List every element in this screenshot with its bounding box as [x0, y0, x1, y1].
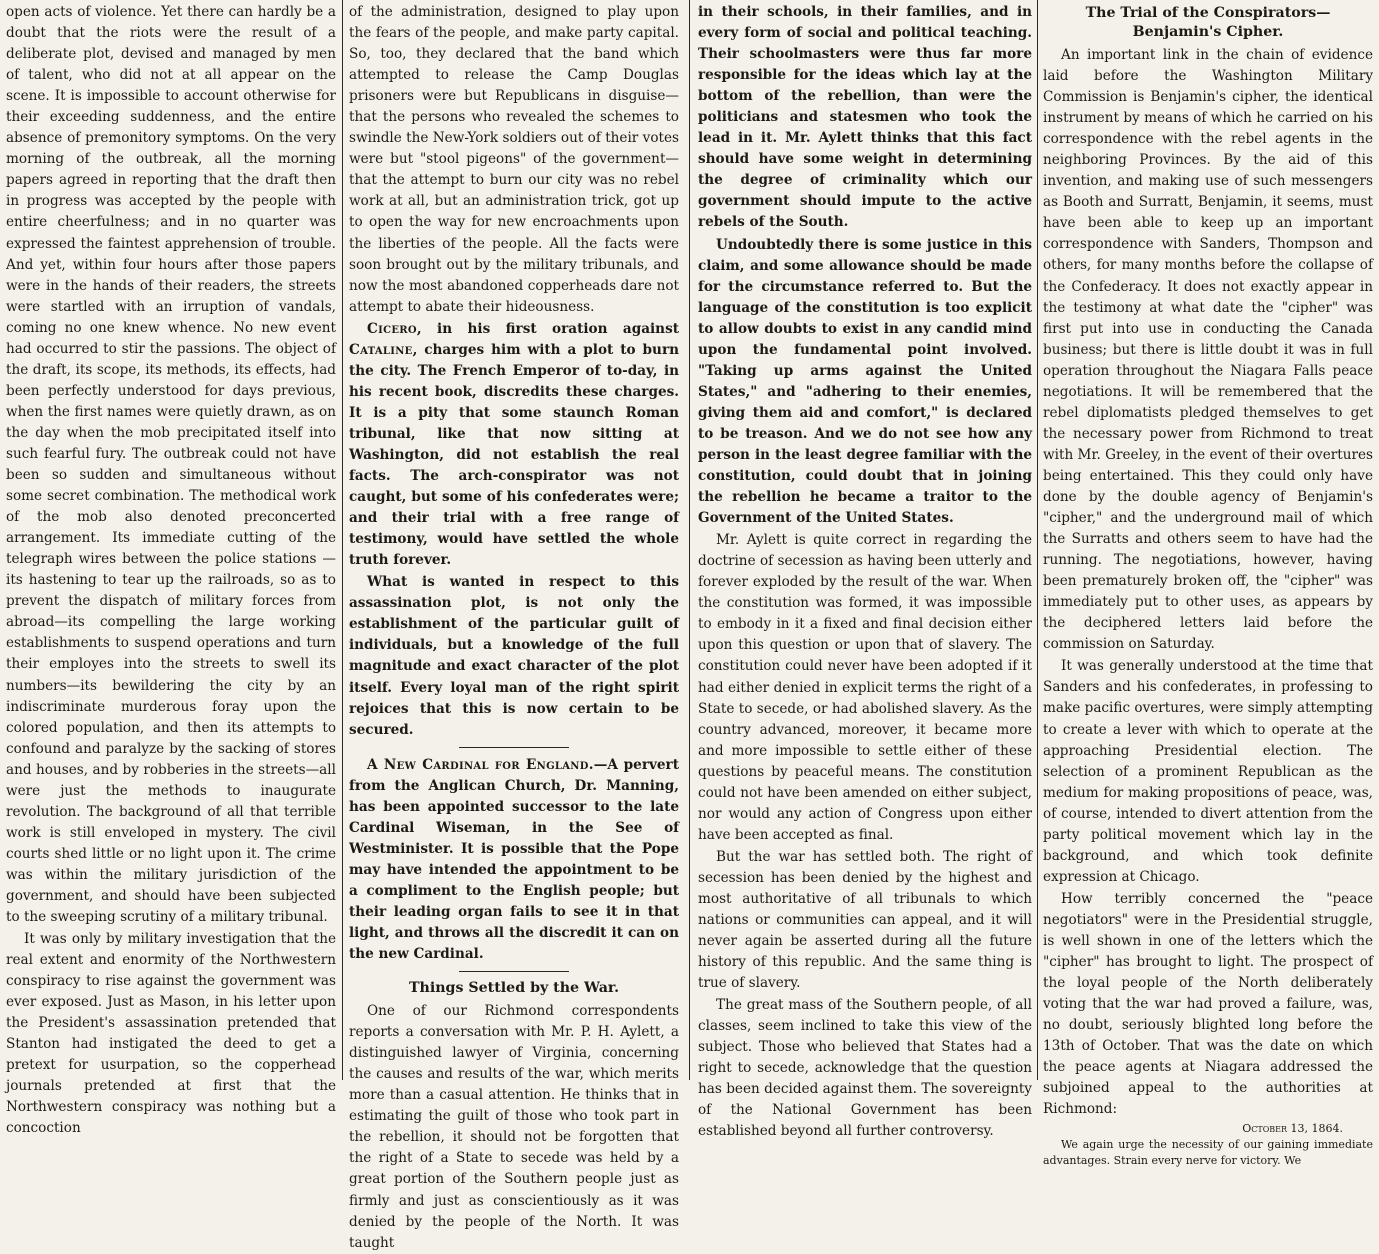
col1-paragraph-1: open acts of violence. Yet there can hardly be a doubt that the riots were the result of a deliberate plot, devised and managed by men of talent, who did not at all appear on the scene. It is impossible to account otherwise for their exceeding suddenness, and the entire absence of premonitory symptoms. On the very morning of the outbreak, all the morning papers agreed in reporting that the draft then in progress was accepted by the people with entire cheerfulness; and in no quarter was expressed the faintest apprehension of trouble. And yet, within four hours after those papers were in the hands of their readers, the streets were startled with an irruption of vandals, coming no one knew whence. No new event had occurred to stir the passions. The object of the draft, its scope, its methods, its effects, had been perfectly understood for days previous, when the first names were quietly drawn, as on the day when the mob precipitated itself into such fearful fury. The outbreak could not have been so sudden and simultaneous without some secret combination. The methodical work of the mob also denoted preconcerted arrangement. Its immediate cutting of the telegraph wires between the police stations —its hastening to tear up the railroads, so as to prevent the dispatch of military forces from abroad—its compelling the large working establishments to suspend operations and turn their employes into the streets to swell its numbers—its bewildering the city by an indiscriminate murderous foray upon the colored population, and then its attempts to confound and paralyze by the sacking of stores and houses, and by robberies in the streets—all were just the methods to inaugurate revolution. The background of all that terrible work is still enveloped in mystery. The civil courts shed little or no light upon it. The crime was within the military jurisdiction of the government, and should have been subjected to the sweeping scrutiny of a military tribunal. — [6, 4, 336, 926]
col2-p2-text: , charges him with a plot to burn the city. The French Emperor of to-day, in his recent book, discredits these charges. It is a pity that some staunch Roman tribunal, like that now sitting at Washington, did not establish the real facts. The arch-conspirator was not caught, but some of his confederates were; and their trial with a free range of testimony, would have settled the whole truth forever. — [349, 341, 679, 569]
col4-heading: The Trial of the Conspirators—Benjamin's Cipher. — [1085, 5, 1331, 40]
column-3 — [698, 2, 1032, 1140]
col2-paragraph-1: of the administration, designed to play upon the fears of the people, and make party capital. So, too, they declared that the band which attempted to release the Camp Douglas prisoners were but Republicans in disguise—that the persons who revealed the schemes to swindle the New-York soldiers out of their votes were but "stool pigeons" of the government—that the attempt to burn our city was no rebel work at all, but an administration trick, got up to open the way for new encroachments upon the liberties of the people. All the facts were soon brought out by the military tribunals, and now the most abandoned copperheads dare not attempt to abate their hideousness. — [349, 4, 679, 315]
col2-p4-text: —A pervert from the Anglican Church, Dr. Manning, has been appointed successor to the late Cardinal Wiseman, in the See of Westminister. It is possible that the Pope may have intended the appointment to be a compliment to the English people; but their leading organ fails to see it in that light, and throws all the discredit it can on the new Cardinal. — [349, 756, 679, 963]
col2-name-cicero: Cicero — [367, 320, 417, 337]
col4-paragraph-2: It was generally understood at the time that Sanders and his confederates, in professing to make pacific overtures, were simply attempting to create a lever with which to operate at the approaching Presidential election. The selection of a prominent Republican as the medium for making propositions of peace, was, of course, intended to divert attention from the party political movement which lay in the background, and which took definite expression at Chicago. — [1043, 658, 1373, 885]
col2-heading: Things Settled by the War. — [408, 980, 620, 997]
column-4 — [1043, 2, 1373, 1168]
col2-paragraph-3: What is wanted in respect to this assassination plot, is not only the establishment of the particular guilt of individuals, but a knowledge of the full magnitude and exact character of the plot itself. Every loyal man of the right spirit rejoices that this is now certain to be secured. — [349, 574, 679, 738]
col1-paragraph-2: It was only by military investigation that the real extent and enormity of the Northwestern conspiracy to rise against the government was ever exposed. Just as Mason, in his letter upon the President's assassination pretended that Stanton had instigated the deed to get a pretext for usurpation, so the copperhead journals pretended at first that the Northwestern conspiracy was nothing but a concoction — [6, 931, 336, 1137]
col3-paragraph-2: Undoubtedly there is some justice in this claim, and some allowance should be made for the circumstance referred to. But the language of the constitution is too explicit to allow doubts to exist in any candid mind upon the fundamental point involved. "Taking up arms against the United States," and "adhering to their enemies, giving them aid and comfort," is declared to be treason. And we do not see how any person in the least degree familiar with the constitution, could doubt that in joining the rebellion he became a traitor to the Government of the United States. — [698, 236, 1032, 527]
column-1 — [6, 2, 336, 1137]
col4-paragraph-4: We again urge the necessity of our gaining immediate advantages. Strain every nerve for victory. We — [1043, 1138, 1373, 1168]
col2-cardinal-lead: A New Cardinal for England. — [367, 756, 594, 773]
separator-2 — [459, 971, 569, 972]
column-rule-1 — [342, 0, 343, 1080]
col4-paragraph-3: How terribly concerned the "peace negotiators" were in the Presidential struggle, is well shown in one of the letters which the "cipher" has brought to light. The prospect of the loyal people of the North deliberately voting that the war had proved a failure, was, no doubt, seriously blighted long before the 13th of October. That was the date on which the peace agents at Niagara addressed the subjoined appeal to the authorities at Richmond: — [1043, 890, 1373, 1118]
col3-paragraph-1: in their schools, in their families, and in every form of social and political teaching. Their schoolmasters were thus far more responsible for the ideas which lay at the bottom of the rebellion, than were the politicians and statesmen who took the lead in it. Mr. Aylett thinks that this fact should have some weight in determining the degree of criminality which our government should impute to the active rebels of the South. — [698, 4, 1032, 231]
col2-name-cataline: Cataline — [349, 341, 413, 358]
col4-dateline: October 13, 1864. — [1242, 1122, 1343, 1136]
column-rule-3 — [1037, 0, 1038, 1080]
col2-paragraph-4 — [349, 755, 679, 965]
separator-1 — [459, 747, 569, 748]
column-rule-2 — [689, 0, 690, 1080]
col3-paragraph-4: But the war has settled both. The right of secession has been denied by the highest and most authoritative of all tribunals to which nations or communities can appeal, and it will never again be asserted during all the future history of this republic. And the same thing is true of slavery. — [698, 848, 1032, 992]
col2-paragraph-2 — [349, 319, 679, 572]
col3-paragraph-5: The great mass of the Southern people, of all classes, seem inclined to take this view of the subject. Those who believed that States had a right to secede, acknowledge that the question has been decided against them. The sovereignty of the National Government has been established beyond all further controversy. — [698, 997, 1032, 1140]
col4-paragraph-1: An important link in the chain of evidence laid before the Washington Military Commission is Benjamin's cipher, the identical instrument by means of which he carried on his correspondence with the rebel agents in the neighboring Provinces. By the aid of this invention, and making use of such messengers as Booth and Surratt, Benjamin, it seems, must have been able to keep up an important correspondence with Sanders, Thompson and others, for many months before the collapse of the Confederacy. It does not exactly appear in the testimony at what date the "cipher" was first put into use in conducting the Canada business; but there is little doubt it was in full operation throughout the Niagara Falls peace negotiations. It will be remembered that the rebel diplomatists pledged themselves to get the necessary power from Richmond to treat with Mr. Greeley, in the event of their overtures being entertained. This they could only have done by the double agency of Benjamin's "cipher," and the underground mail of which the Surratts and others seem to have had the running. The negotiations, however, having been prematurely broken off, the "cipher" was immediately put to other uses, as appears by the deciphered letters laid before the commission on Saturday. — [1043, 47, 1373, 653]
col2-p2-mid: , in his first oration against — [416, 320, 679, 337]
col2-paragraph-5: One of our Richmond correspondents reports a conversation with Mr. P. H. Aylett, a distinguished lawyer of Virginia, concerning the causes and results of the war, which merits more than a casual attention. He thinks that in estimating the guilt of those who took part in the rebellion, it should not be forgotten that the right of a State to secede was held by a great portion of the Southern people just as firmly and just as conscientiously as it was denied by the people of the North. It was taught — [349, 1003, 679, 1251]
col3-paragraph-3: Mr. Aylett is quite correct in regarding the doctrine of secession as having been utterly and forever exploded by the result of the war. When the constitution was formed, it was impossible to embody in it a fixed and final decision either upon this question or upon that of slavery. The constitution could never have been adopted if it had either denied in explicit terms the right of a State to secede, or had abolished slavery. As the country advanced, moreover, it became more and more impossible to settle either of these questions by peaceful means. The constitution could not have been amended on either subject, nor would any action of Congress upon either have been accepted as final. — [698, 532, 1032, 843]
column-2 — [349, 2, 679, 1251]
